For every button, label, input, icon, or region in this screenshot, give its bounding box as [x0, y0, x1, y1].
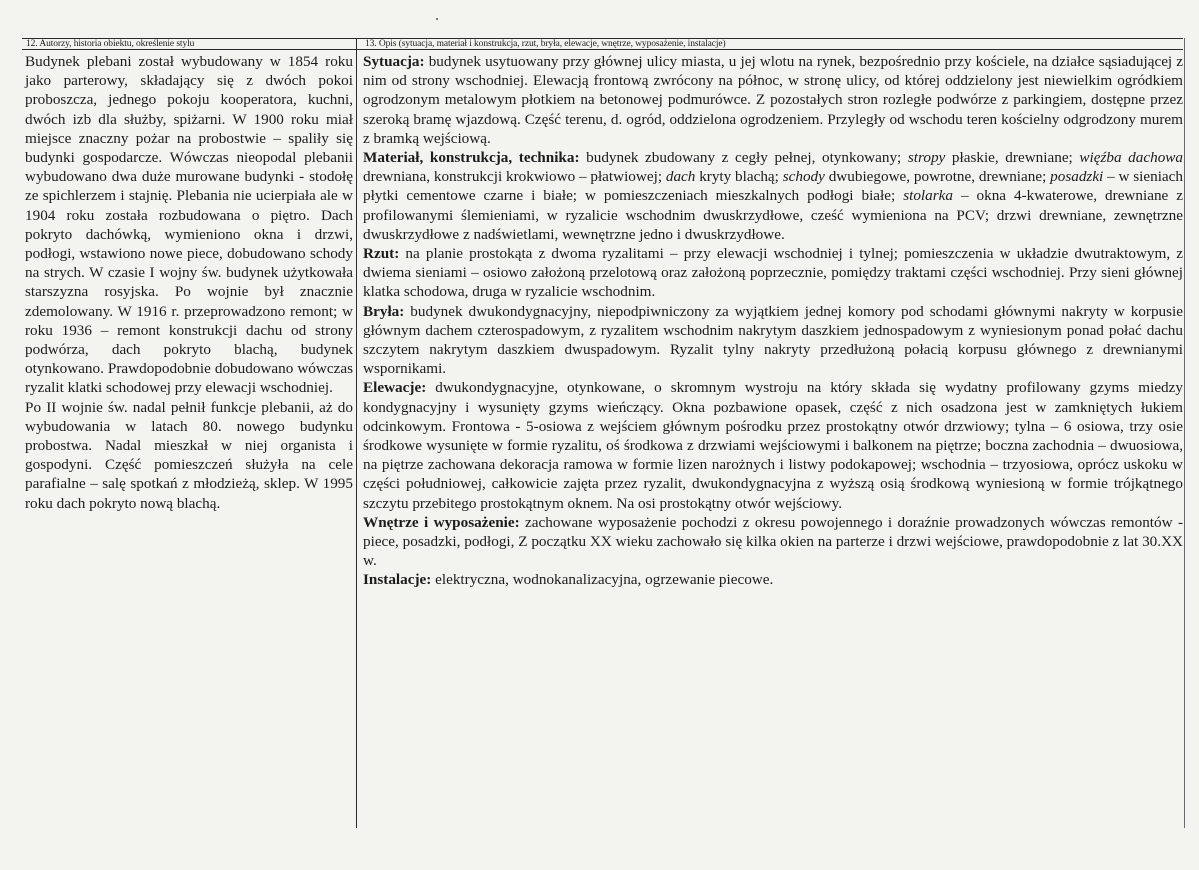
material-text-5: dwubiegowe, powrotne, drewniane;	[824, 168, 1051, 186]
section-12-header: 12. Autorzy, historia obiektu, określenie stylu	[26, 39, 195, 49]
sytuacja-label: Sytuacja:	[363, 53, 425, 70]
elewacje-paragraph	[363, 378, 1183, 512]
material-text-7: – okna 4-kwaterowe, drewniane z profilowanymi ślemieniami, w ryzalicie wschodnim dwuskrzydłowe, cześć wymieniona na PCV; drzwi drewniane, zewnętrzne dwuskrzydłowe z nadświetlami, wewnętrzne jedno i dwuskrzydłowe.	[363, 187, 1184, 243]
wnetrze-label: Wnętrze i wyposażenie:	[363, 513, 520, 531]
material-text-4: kryty blachą;	[695, 168, 783, 186]
rzut-text: na planie prostokąta z dwoma ryzalitami – przy elewacji wschodniej i tylnej; pomieszczenia w układzie dwutraktowym, z dwiema sieniami – osiowo założoną przelotową oraz założoną poprzecznie, pomiędzy traktami części wschodniej. Przy sieni głównej klatka schodowa, druga w ryzalicie wschodnim.	[363, 245, 1183, 301]
material-text-3: drewniana, konstrukcji krokwiowo – płatwiowej;	[363, 168, 666, 186]
history-paragraph-1: Budynek plebani został wybudowany w 1854 roku jako parterowy, składający się z dwóch pokoi proboszcza, jednego pokoju kooperatora, kuchni, dwóch izb dla służby, spiżarni. W 1900 roku miał miejsce znaczny pożar na probostwie – spaliły się budynki gospodarcze. Wówczas nieopodal plebanii wybudowano dwa duże murowane budynki - stodołę ze spichlerzem i stajnię. Plebania nie ucierpiała ale w 1904 roku została rozbudowana o piętro. Dach pokryto dachówką, wymieniono okna i drzwi, podłogi, wstawiono nowe piece, dobudowano schody na strych. W czasie I wojny św. budynek użytkowała starszyzna rosyjska. Po wojnie był znacznie zdemolowany. W 1916 r. przeprowadzono remont; w roku 1936 – remont konstrukcji dachu od strony podwórza, dach pokryto blachą, budynek otynkowano. Prawdopodobnie dobudowano wówczas ryzalit klatki schodowej przy elewacji wschodniej.	[25, 53, 353, 397]
sytuacja-paragraph	[363, 52, 1183, 148]
history-paragraph-2: Po II wojnie św. nadal pełnił funkcje plebanii, aż do wybudowania w latach 80. nowego budynku probostwa. Nadal mieszkał w niej organista i gospodyni. Część pomieszczeń służyła na cele parafialne – salę spotkań z młodzieżą, sklep. W 1995 roku dach pokryto nową blachą.	[25, 398, 353, 512]
material-label: Materiał, konstrukcja, technika:	[363, 149, 580, 167]
wnetrze-text: zachowane wyposażenie pochodzi z okresu powojennego i doraźnie prowadzonych wówczas remontów - piece, posadzki, podłogi, Z początku XX wieku zachowało się kilka okien na parterze i drzwi wejściowe, prawdopodobnie z lat 30.XX w.	[363, 513, 1183, 570]
material-text-2: płaskie, drewniane;	[945, 149, 1080, 167]
wnetrze-paragraph	[363, 513, 1183, 571]
sytuacja-text: budynek usytuowany przy głównej ulicy miasta, u jej wlotu na rynek, bezpośrednio przy kościele, na działce sąsiadującej z nim od strony wschodniej. Elewacją frontową zwrócony na północ, w stronę ulicy, od której oddzielony jest niewielkim ogródkiem ogrodzonym metalowym płotkiem na betonowej podmurówce. Z pozostałych stron rozległe podwórze z parkingiem, dostępne przez szeroką bramę wjazdową. Część terenu, d. ogród, oddzielona ogrodzeniem. Przyległy od wschodu teren kościelny odgrodzony murem z bramką wejściową.	[363, 53, 1183, 147]
elewacje-text: dwukondygnacyjne, otynkowane, o skromnym wystroju na który składa się wydatny profilowany gzyms miedzy kondygnacyjny i wysunięty gzyms wieńczący. Okna pozbawione opasek, część z nich osadzona jest w zamkniętych łukiem odcinkowym. Frontowa - 5-osiowa z wejściem głównym pośrodku przez prostokątny otwór drzwiowy; tylna – 6 osiowa, trzy osie środkowe wysunięte w formie ryzalitu, oś środkowa z drzwiami wejściowymi i balkonem na piętrze; boczna zachodnia – dwuosiowa, na piętrze zachowana dekoracja ramowa w formie lizen narożnych i listwy podokapowej; wschodnia – trzyosiowa, oprócz uskoku w części południowej, całkowicie zajęta przez ryzalit, dwukondygnacyjna z wyższą osią środkową wyniesioną w formie trójkątnego szczytu przebitego prostokątnym oknem. Na osi prostokątny otwór wejściowy.	[363, 379, 1183, 512]
instalacje-paragraph	[363, 570, 1183, 589]
history-column	[25, 52, 353, 513]
material-text-1: budynek zbudowany z cegły pełnej, otynkowany;	[579, 149, 908, 167]
rzut-label: Rzut:	[363, 245, 400, 263]
instalacje-text: elektryczna, wodnokanalizacyjna, ogrzewanie piecowe.	[431, 571, 774, 589]
material-term-dach: dach	[665, 168, 696, 186]
column-divider	[356, 38, 357, 828]
material-term-posadzki: posadzki	[1050, 168, 1104, 186]
instalacje-label: Instalacje:	[363, 571, 432, 589]
material-text-6: – w sieniach płytki cementowe czarne i białe; w pomieszczeniach mieszkalnych podłogi białe;	[363, 168, 1183, 205]
bryla-text: budynek dwukondygnacyjny, niepodpiwniczony za wyjątkiem jednej komory pod schodami głównymi nakryty w korpusie głównym dachem czterospadowym, z ryzalitem wschodnim nakrytym daszkiem jednospadowym z wyniesionym ponad połać dachu szczytem nakrytym daszkiem dwuspadowym. Ryzalit tylny nakryty przedłużoną połacią korpusu głównego z drewnianymi wspornikami.	[363, 302, 1183, 378]
description-column	[363, 52, 1183, 590]
material-term-schody: schody	[782, 168, 825, 186]
section-13-header: 13. Opis (sytuacja, materiał i konstrukcja, rzut, bryła, elewacje, wnętrze, wyposażenie, instalacje)	[365, 39, 726, 49]
bryla-paragraph	[363, 302, 1183, 379]
bryla-label: Bryła:	[363, 302, 405, 320]
material-term-wiezba: więźba dachowa	[1079, 149, 1184, 167]
scan-speck	[436, 18, 438, 20]
right-edge	[1184, 38, 1185, 828]
material-term-stropy: stropy	[907, 149, 946, 167]
rzut-paragraph	[363, 244, 1183, 302]
elewacje-label: Elewacje:	[363, 379, 427, 397]
material-term-stolarka: stolarka	[903, 187, 953, 205]
form-frame	[22, 38, 1183, 828]
material-paragraph	[363, 148, 1183, 244]
